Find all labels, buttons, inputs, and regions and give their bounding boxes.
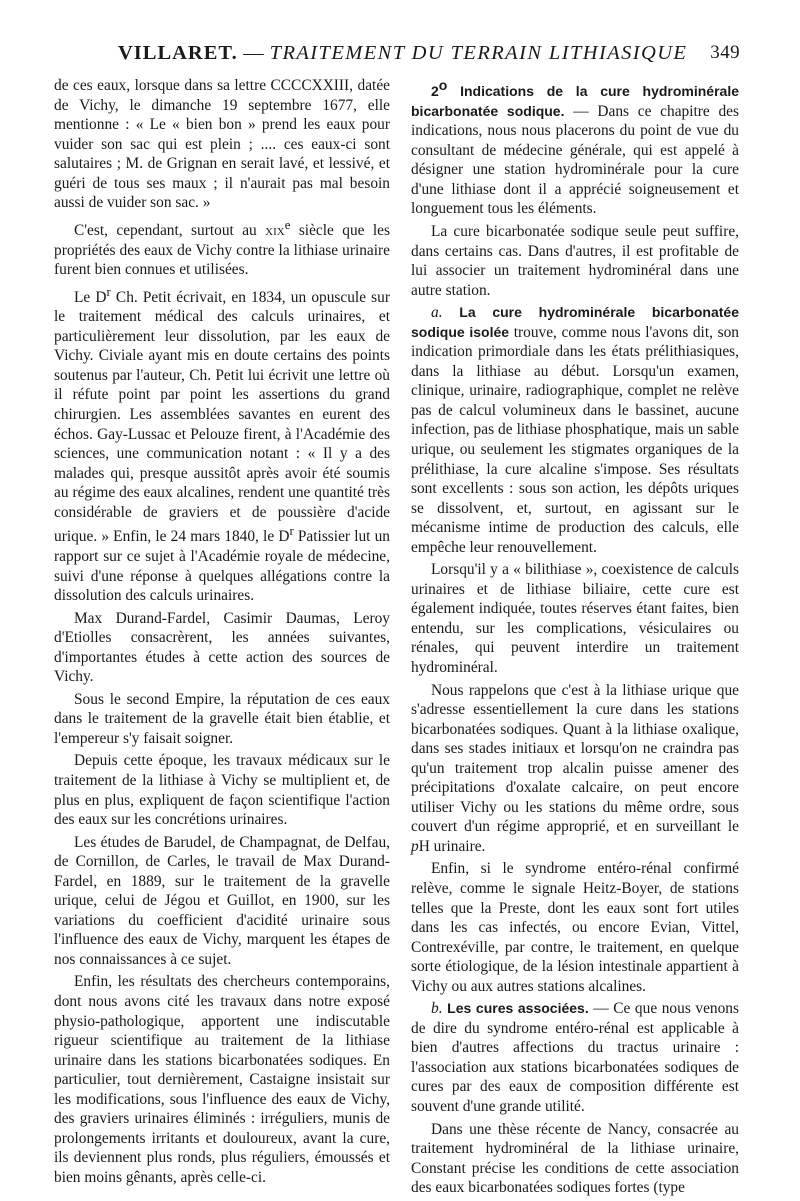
- paragraph: C'est, cependant, surtout au xix$^e$ siècle que les propriétés des eaux de Vichy contre la lithiase urinaire furent bien connues et utilisées.: [54, 217, 390, 279]
- century-numeral: xix: [265, 221, 285, 239]
- header-dash: —: [237, 42, 270, 64]
- paragraph: Nous rappelons que c'est à la lithiase urique que s'adresse essentiellement la cure dans les stations bicarbonatées sodiques. Quant à la lithiase oxalique, dans ses stades initiaux et lorsqu'on ne craindra pas qu'un traitement trop alcalin puisse amener des précipitations d'oxalate calcaire, on peut encore utiliser Vichy ou les stations du même ordre, sous couvert d'un régime approprié, et en surveillant le pH urinaire.: [411, 681, 739, 855]
- paragraph: Dans une thèse récente de Nancy, consacrée au traitement hydrominéral de la lithiase urinaire, Constant précise les conditions de cette association des eaux bicarbonatées sodiques fortes (type: [411, 1120, 739, 1197]
- right-column: [411, 76, 739, 1201]
- header-author: VILLARET.: [118, 42, 238, 64]
- paragraph: Depuis cette époque, les travaux médicaux sur le traitement de la lithiase à Vichy se multiplient et, de plus en plus, expliquent de façon scientifique l'action des eaux sur les concrétions urinaires.: [54, 752, 390, 829]
- subsection-heading: Les cures associées.: [442, 1000, 589, 1017]
- section-heading-paragraph: 2$^o$ Indications de la cure hydrominérale bicarbonatée sodique. — Dans ce chapitre des indications, nous nous placerons du point de vue du consultant de médecine générale, qui est appelé à désigner une station hydrominérale pour la cure d'une lithiase dont il a apprécié soigneusement et longuement tous les éléments.: [411, 77, 740, 218]
- running-header: [118, 42, 740, 65]
- page-number: 349: [710, 42, 740, 63]
- left-column: [54, 76, 390, 1190]
- paragraph: Sous le second Empire, la réputation de ces eaux dans le traitement de la gravelle était bien établie, et l'empereur s'y faisait soigner.: [54, 690, 390, 747]
- paragraph: Enfin, les résultats des chercheurs contemporains, dont nous avons cité les travaux dans notre exposé physio-pathologique, apportent une indiscutable rigueur scientifique au traitement de la lithiase urinaire dans les stations bicarbonatées sodiques. En particulier, tout dernièrement, Castaigne insistait sur les modifications, sous l'influence des eaux de Vichy, des graviers urinaires éliminés : irréguliers, munis de prolongements irritants et douloureux, avant la cure, ils deviennent plus ronds, plus réguliers, émoussés et bien moins gênants, après celle-ci.: [54, 973, 390, 1186]
- header-title: TRAITEMENT DU TERRAIN LITHIASIQUE: [269, 42, 688, 64]
- paragraph: Lorsqu'il y a « bilithiase », coexistence de calculs urinaires et de lithiase biliaire, cette cure est également indiquée, toutes réserves étant faites, bien entendu, sur les complications, vésiculaires ou rénales, qui peuvent interdire un traitement hydrominéral.: [411, 561, 739, 676]
- subsection-a: a. La cure hydrominérale bicarbonatée sodique isolée trouve, comme nous l'avons dit, son indication primordiale dans les états prélithiasiques, dans la lithiase au début. Lorsqu'un examen, clinique, urinaire, radiographique, complet ne relève pas de calcul volumineux dans le bassinet, aucune infection, pas de lithiase phosphatique, mais un sable urique, ou seulement les stigmates organiques de la prélithiase, la cure alcaline s'impose. Ses résultats sont excellents : sous son action, les dépôts uriques se dissolvent, et, surtout, en agissant sur le mécanisme intime de production des calculs, elle empêche leur renouvellement.: [411, 304, 739, 556]
- paragraph: Max Durand-Fardel, Casimir Daumas, Leroy d'Etiolles consacrèrent, les années suivantes, d'importantes études à cette action des sources de Vichy.: [54, 609, 390, 686]
- paragraph: Les études de Barudel, de Champagnat, de Delfau, de Cornillon, de Carles, le travail de Max Durand-Fardel, en 1889, sur le traitement de la gravelle urique, celui de Jégou et Guillot, en 1900, sur les variations du coefficient d'acidité urinaire sous l'influence des eaux de Vichy, marquent les étapes de nos connaissances à ce sujet.: [54, 833, 390, 968]
- paragraph: La cure bicarbonatée sodique seule peut suffire, dans certains cas. Dans d'autres, il est profitable de lui associer un traitement hydrominéral dans une autre station.: [411, 222, 739, 299]
- paragraph: de ces eaux, lorsque dans sa lettre CCCCXXIII, datée de Vichy, le dimanche 19 septembre 1677, elle mentionne : « Le « bien bon » prend les eaux pour vuider son sac qui est plein ; .... ces eaux-ci sont salutaires ; M. de Grignan en serait lavé, et lessivé, et guéri de tous ses maux ; il n'aurait pas mal besoin aussi de vuider son sac. »: [54, 77, 390, 212]
- subsection-b: b. Les cures associées. — Ce que nous venons de dire du syndrome entéro-rénal est applicable à bien d'autres affections du tractus urinaire : l'association aux stations bicarbonatées sodiques de cures par des eaux de composition différente est souvent d'une grande utilité.: [411, 1000, 739, 1116]
- paragraph: Le $D^r$ Ch. Petit écrivait, en 1834, un opuscule sur le traitement médical des calculs urinaires, et particulièrement leur dissolution, par les eaux de Vichy. Civiale ayant mis en doute certains des points soutenus par l'auteur, Ch. Petit lui écrivit une lettre où il réfute point par point les assertions du grand chirurgien. Les assemblées savantes en eurent des échos. Gay-Lussac et Pelouze firent, à l'Académie des sciences, une communication notant : « Il y a des malades qui, presque aussitôt après avoir été soumis au régime des eaux alcalines, rendent une quantité très considérable de graviers et de poussière d'acide urique. » Enfin, le 24 mars 1840, le $D^r$ Patissier lut un rapport sur ce sujet à l'Académie royale de médecine, suivi d'une réponse à quelques allégations contre la dissolution des calculs urinaires.: [54, 284, 390, 605]
- section-heading: Indications de la cure hydrominérale bicarbonatée sodique.: [411, 83, 739, 119]
- subsection-heading: La cure hydrominérale bicarbonatée sodique isolée: [411, 304, 739, 340]
- paragraph: Enfin, si le syndrome entéro-rénal confirmé relève, comme le signale Heitz-Boyer, de stations telles que la Preste, dont les eaux sont fort utiles dans les cas infectés, ou encore Evian, Vittel, Contrexéville, par contre, le traitement, en quelque sorte étiologique, de la lésion intestinale appartient à Vichy ou aux autres stations alcalines.: [411, 860, 739, 995]
